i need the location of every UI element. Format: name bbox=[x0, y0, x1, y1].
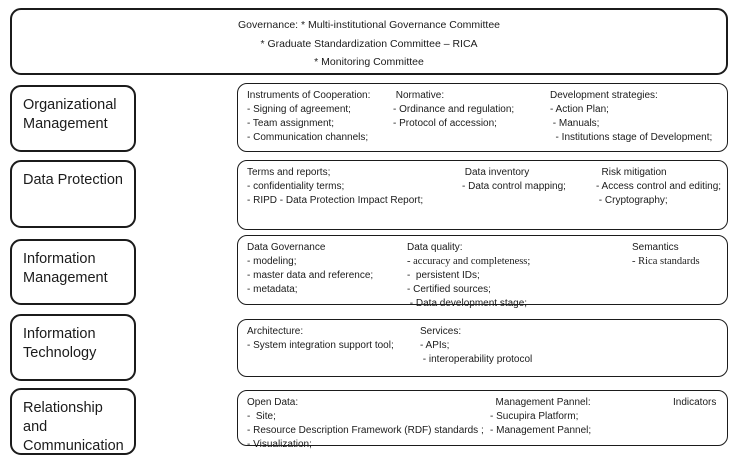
column-item: - Certified sources; bbox=[407, 284, 491, 295]
column-heading: Instruments of Cooperation: bbox=[247, 90, 371, 101]
content-column bbox=[247, 396, 484, 452]
sidebar-box-relationship-communication bbox=[10, 388, 136, 455]
column-heading: Risk mitigation bbox=[596, 167, 667, 178]
content-column bbox=[490, 396, 591, 438]
column-item: - Protocol of accession; bbox=[393, 118, 497, 129]
column-item: - accuracy and completeness; bbox=[407, 256, 531, 267]
sidebar-box-information-technology bbox=[10, 314, 136, 381]
governance-line-1: Governance: * Multi-institutional Governance Committee bbox=[237, 19, 501, 31]
column-item: - Resource Description Framework (RDF) standards ; bbox=[247, 425, 484, 436]
governance-box bbox=[10, 8, 728, 75]
column-heading: Data quality: bbox=[407, 242, 463, 253]
column-heading: Development strategies: bbox=[550, 90, 658, 101]
content-box-data-protection bbox=[237, 160, 728, 230]
sidebar-label: Relationship and Communication bbox=[23, 400, 124, 454]
column-item: - RIPD - Data Protection Impact Report; bbox=[247, 195, 424, 206]
column-item: - Cryptography; bbox=[596, 195, 668, 206]
column-item: - Data development stage; bbox=[407, 298, 528, 309]
column-item: - Data control mapping; bbox=[462, 181, 566, 192]
content-column bbox=[673, 396, 716, 410]
column-heading: Normative: bbox=[393, 90, 445, 101]
column-item: - Ordinance and regulation; bbox=[393, 104, 515, 115]
sidebar-box-data-protection bbox=[10, 160, 136, 228]
column-heading: Open Data: bbox=[247, 397, 299, 408]
column-item: - modeling; bbox=[247, 256, 297, 267]
sidebar-box-information-management bbox=[10, 239, 136, 305]
column-heading: Indicators bbox=[673, 397, 717, 408]
column-item: - Communication channels; bbox=[247, 132, 369, 143]
column-heading: Terms and reports; bbox=[247, 167, 331, 178]
column-item: - Management Pannel; bbox=[490, 425, 592, 436]
column-heading: Data inventory bbox=[462, 167, 530, 178]
column-item: - persistent IDs; bbox=[407, 270, 480, 281]
content-column bbox=[247, 241, 373, 297]
column-item: - Action Plan; bbox=[550, 104, 609, 115]
column-heading: Services: bbox=[420, 326, 462, 337]
column-heading: Semantics bbox=[632, 242, 679, 253]
column-item: - APIs; bbox=[420, 340, 450, 351]
column-heading: Data Governance bbox=[247, 242, 326, 253]
content-column bbox=[420, 325, 532, 367]
sidebar-label: Organizational Management bbox=[23, 97, 117, 132]
column-item: - Site; bbox=[247, 411, 276, 422]
column-item: - master data and reference; bbox=[247, 270, 374, 281]
column-item: - confidentiality terms; bbox=[247, 181, 345, 192]
governance-line-3: * Monitoring Committee bbox=[314, 56, 424, 68]
column-item: - Rica standards bbox=[632, 256, 700, 267]
content-column bbox=[462, 166, 566, 194]
sidebar-label: Information Technology bbox=[23, 326, 97, 361]
column-item: - metadata; bbox=[247, 284, 298, 295]
column-heading: Architecture: bbox=[247, 326, 304, 337]
column-item: - Institutions stage of Development; bbox=[550, 132, 713, 143]
content-box-information-management bbox=[237, 235, 728, 309]
column-item: - Access control and editing; bbox=[596, 181, 722, 192]
content-box-relationship-communication bbox=[237, 390, 728, 450]
column-item: - interoperability protocol bbox=[420, 354, 533, 365]
sidebar-label: Data Protection bbox=[23, 172, 123, 188]
column-item: - Manuals; bbox=[550, 118, 600, 129]
column-item: - Sucupira Platform; bbox=[490, 411, 579, 422]
column-heading: Management Pannel: bbox=[490, 397, 591, 408]
column-item: - Team assignment; bbox=[247, 118, 335, 129]
content-column bbox=[407, 241, 530, 311]
column-item: - Visualization; bbox=[247, 439, 312, 450]
governance-line-2: * Graduate Standardization Committee – RICA bbox=[260, 37, 478, 50]
column-item: - Signing of agreement; bbox=[247, 104, 351, 115]
sidebar-label: Information Management bbox=[23, 251, 108, 286]
content-column bbox=[247, 325, 394, 353]
content-box-information-technology bbox=[237, 319, 728, 377]
sidebar-box-organizational-management bbox=[10, 85, 136, 152]
column-item: - System integration support tool; bbox=[247, 340, 394, 351]
content-column bbox=[247, 89, 370, 145]
content-column bbox=[393, 89, 514, 131]
content-column bbox=[550, 89, 712, 145]
content-column bbox=[632, 241, 700, 269]
content-column bbox=[247, 166, 423, 208]
content-box-organizational-management bbox=[237, 83, 728, 152]
content-column bbox=[596, 166, 721, 208]
